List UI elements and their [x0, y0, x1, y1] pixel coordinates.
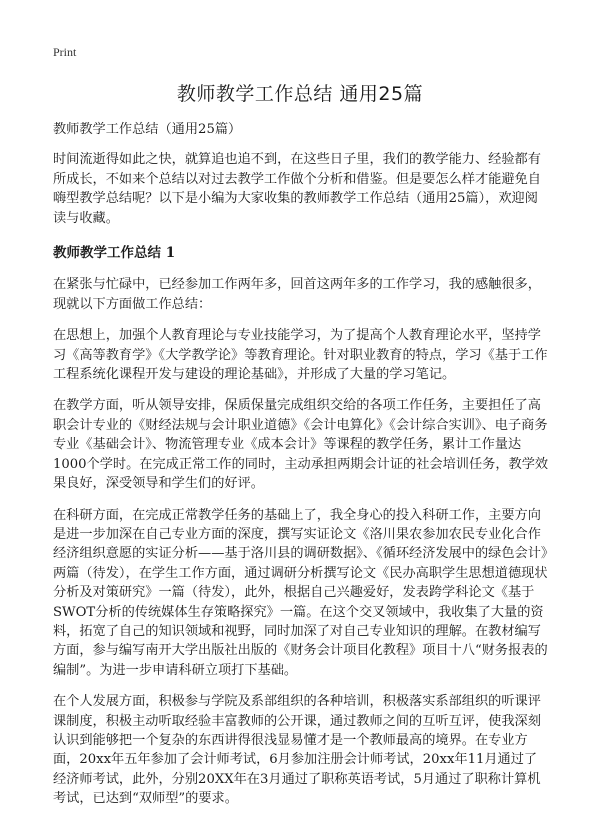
body-paragraph-1: 在紧张与忙碌中，已经参加工作两年多，回首这两年多的工作学习，我的感触很多，现就以下方面做工作总结： [53, 277, 541, 312]
body-paragraph-4: 在科研方面，在完成正常教学任务的基础上了，我全身心的投入科研工作，主要方向是进一步加深在自己专业方面的深度，撰写实证论文《洛川果农参加农民专业化合作经济组织意愿的实证分析——基于洛川县的调研数据》、《循环经济发展中的绿色会计》两篇（待发），在学生工作方面，通过调研分析撰写论文《民办高职学生思想道德现状分析及对策研究》一篇（待发），此外，根据自己兴趣爱好，发表跨学科论文《基于SWOT分析的传统媒体生存策略探究》一篇。在这个交叉领域中，我收集了大量的资料，拓宽了自己的知识领域和视野，同时加深了对自己专业知识的理解。在教材编写方面，参与编写南开大学出版社出版的《财务会计项目化教程》项目十八“财务报表的编制”。为进一步申请科研立项打下基础。 [53, 507, 548, 678]
intro-paragraph: 时间流逝得如此之快，就算追也追不到，在这些日子里，我们的教学能力、经验都有所成长，不如来个总结以对过去教学工作做个分析和借鉴。但是要怎么样才能避免自嗨型教学总结呢？以下是小编为大家收集的教师教学工作总结（通用25篇），欢迎阅读与收藏。 [53, 152, 541, 226]
body-paragraph-2: 在思想上，加强个人教育理论与专业技能学习，为了提高个人教育理论水平，坚持学习《高等教育学》《大学教学论》等教育理论。针对职业教育的特点，学习《基于工作工程系统化课程开发与建设的理论基础》，并形成了大量的学习笔记。 [53, 328, 548, 383]
section-heading: 教师教学工作总结 1 [53, 245, 176, 262]
print-link[interactable]: Print [53, 45, 77, 59]
document-subtitle: 教师教学工作总结（通用25篇） [53, 122, 242, 137]
body-paragraph-5: 在个人发展方面，积极参与学院及系部组织的各种培训，积极落实系部组织的听课评课制度，积极主动听取经验丰富教师的公开课，通过教师之间的互听互评，使我深刻认识到能够把一个复杂的东西讲得很浅显易懂才是一个教师最高的境界。在专业方面，20xx年五年参加了会计师考试，6月参加注册会计师考试，20xx年11月通过了经济师考试，此外，分别20XX年在3月通过了职称英语考试，5月通过了职称计算机考试，已达到“双师型”的要求。 [53, 694, 541, 807]
body-paragraph-3: 在教学方面，听从领导安排，保质保量完成组织交给的各项工作任务，主要担任了高职会计专业的《财经法规与会计职业道德》《会计电算化》《会计综合实训》、电子商务专业《基础会计》、物流管理专业《成本会计》等课程的教学任务，累计工作量达1000个学时。在完成正常工作的同时，主动承担两期会计证的社会培训任务，教学效果良好，深受领导和学生们的好评。 [53, 398, 549, 492]
document-body [53, 120, 550, 821]
document-title: 教师教学工作总结 通用25篇 [176, 83, 424, 105]
